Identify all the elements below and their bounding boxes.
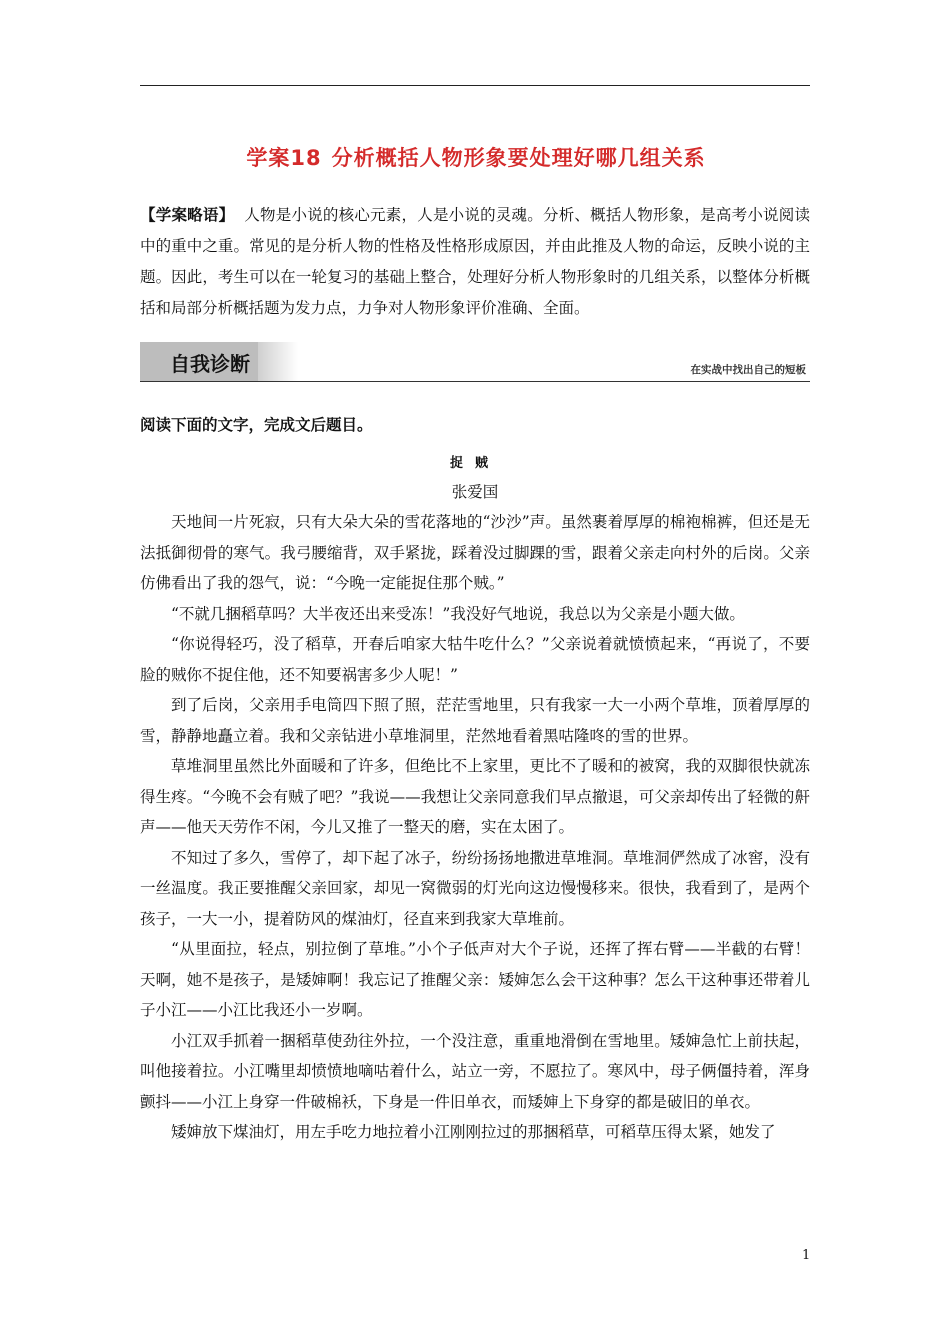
story-author: 张爱国 xyxy=(451,483,499,501)
header-rule xyxy=(140,85,810,86)
lesson-title: 分析概括人物形象要处理好哪几组关系 xyxy=(331,146,706,170)
story-title: 捉贼 xyxy=(449,456,500,471)
lesson-summary xyxy=(140,200,810,324)
section-subtitle: 在实战中找出自己的短板 xyxy=(690,364,806,376)
summary-text: 人物是小说的核心元素，人是小说的灵魂。分析、概括人物形象，是高考小说阅读中的重中之重。常见的是分析人物的性格及性格形成原因，并由此推及人物的命运，反映小说的主题。因此，考生可以在一轮复习的基础上整合，处理好分析人物形象时的几组关系，以整体分析概括和局部分析概括题为发力点，力争对人物形象评价准确、全面。 xyxy=(140,206,810,317)
paragraph: 草堆洞里虽然比外面暖和了许多，但绝比不上家里，更比不了暖和的被窝，我的双脚很快就冻得生疼。“今晚不会有贼了吧？”我说——我想让父亲同意我们早点撤退，可父亲却传出了轻微的鼾声——他天天劳作不闲，今儿又推了一整天的磨，实在太困了。 xyxy=(140,757,810,836)
reading-instruction: 阅读下面的文字，完成文后题目。 xyxy=(140,416,373,434)
section-title: 自我诊断 xyxy=(170,352,250,376)
paragraph: 小江双手抓着一捆稻草使劲往外拉，一个没注意，重重地滑倒在雪地里。矮婶急忙上前扶起，叫他接着拉。小江嘴里却愤愤地嘀咕着什么，站立一旁，不愿拉了。寒风中，母子俩僵持着，浑身颤抖——小江上身穿一件破棉袄，下身是一件旧单衣，而矮婶上下身穿的都是破旧的单衣。 xyxy=(140,1031,810,1111)
section-header xyxy=(140,342,810,382)
paragraph: “你说得轻巧，没了稻草，开春后咱家大牯牛吃什么？”父亲说着就愤愤起来，“再说了，不要脸的贼你不捉住他，还不知要祸害多少人呢！” xyxy=(140,635,810,684)
paragraph: 不知过了多久，雪停了，却下起了冰子，纷纷扬扬地撒进草堆洞。草堆洞俨然成了冰窖，没有一丝温度。我正要推醒父亲回家，却见一窝微弱的灯光向这边慢慢移来。很快，我看到了，是两个孩子，一大一小，提着防风的煤油灯，径直来到我家大草堆前。 xyxy=(140,848,810,928)
page-number: 1 xyxy=(802,1248,811,1263)
section-shade-fade xyxy=(258,342,298,382)
summary-label: 【学案略语】 xyxy=(140,206,235,224)
paragraph: “从里面拉，轻点，别拉倒了草堆。”小个子低声对大个子说，还挥了挥右臂——半截的右臂！天啊，她不是孩子，是矮婶啊！我忘记了推醒父亲：矮婶怎么会干这种事？怎么干这种事还带着儿子小江——小江比我还小一岁啊。 xyxy=(140,940,810,1019)
paragraph: 矮婶放下煤油灯，用左手吃力地拉着小江刚刚拉过的那捆稻草，可稻草压得太紧，她发了 xyxy=(171,1123,776,1141)
paragraph: 天地间一片死寂，只有大朵大朵的雪花落地的“沙沙”声。虽然裹着厚厚的棉袍棉裤，但还是无法抵御彻骨的寒气。我弓腰缩背，双手紧拢，踩着没过脚踝的雪，跟着父亲走向村外的后岗。父亲仿佛看出了我的怨气，说：“今晚一定能捉住那个贼。” xyxy=(140,513,810,592)
paragraph: “不就几捆稻草吗？大半夜还出来受冻！”我没好气地说，我总以为父亲是小题大做。 xyxy=(171,604,745,623)
paragraph: 到了后岗，父亲用手电筒四下照了照，茫茫雪地里，只有我家一大一小两个草堆，顶着厚厚的雪，静静地矗立着。我和父亲钻进小草堆洞里，茫然地看着黑咕隆咚的雪的世界。 xyxy=(140,696,810,745)
page-title xyxy=(140,142,810,172)
section-rule xyxy=(140,381,810,382)
lesson-number: 学案18 xyxy=(246,146,322,170)
story-body xyxy=(140,507,810,1148)
